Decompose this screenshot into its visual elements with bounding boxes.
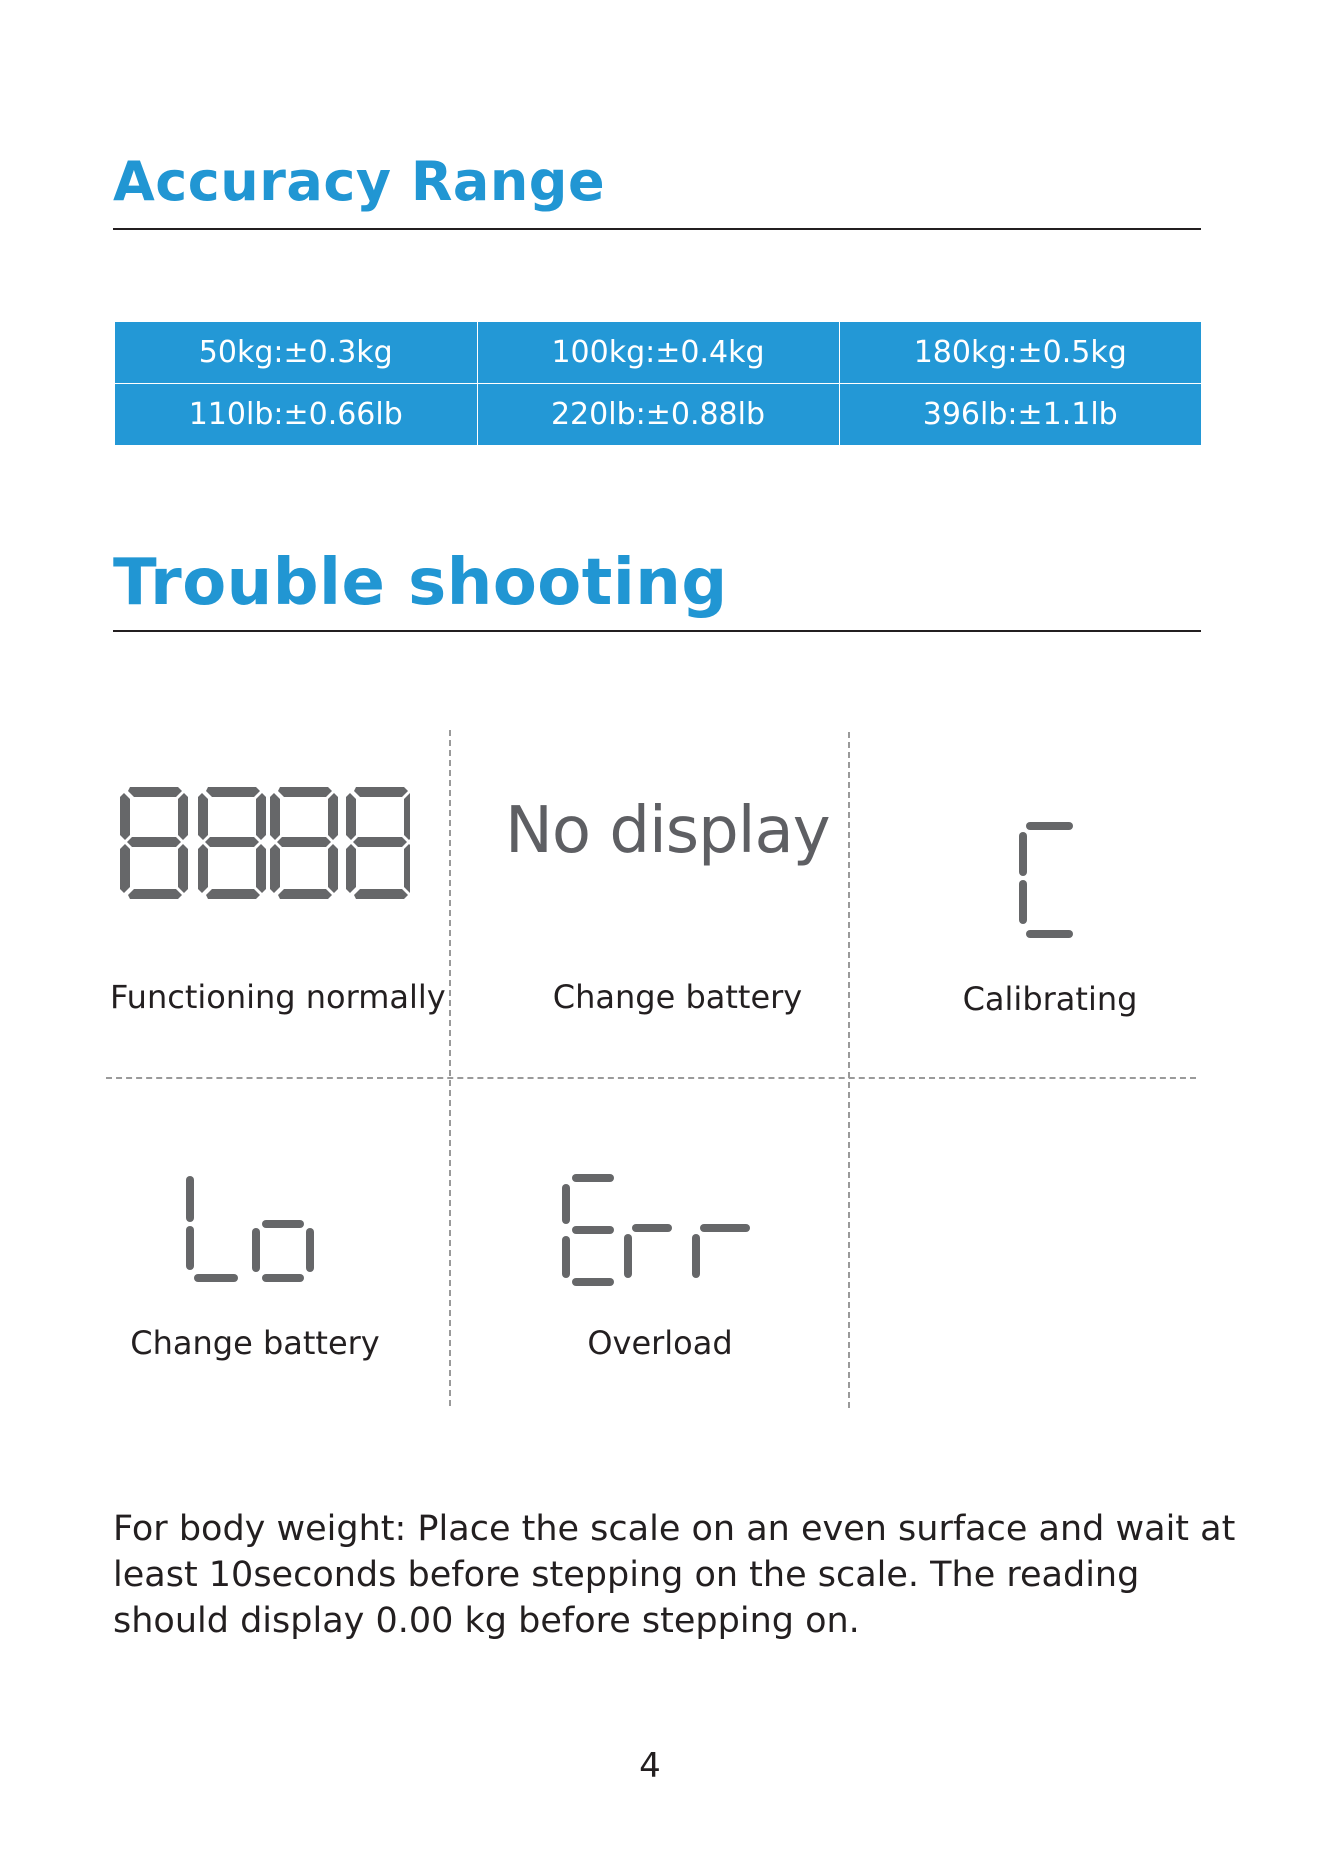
caption-change-battery: Change battery — [130, 1324, 380, 1362]
heading-rule — [113, 228, 1201, 230]
table-cell: 220lb:±0.88lb — [477, 384, 839, 446]
lcd-digit-8 — [270, 787, 338, 899]
caption-overload: Overload — [587, 1324, 733, 1362]
accuracy-table — [115, 322, 1201, 445]
lcd-c-display — [1015, 820, 1075, 940]
table-cell: 180kg:±0.5kg — [839, 322, 1201, 384]
trouble-shooting-heading: Trouble shooting — [113, 546, 728, 620]
lcd-digit-8 — [120, 787, 188, 899]
table-row — [115, 322, 1201, 384]
grid-divider-vertical — [449, 730, 451, 1406]
table-cell: 110lb:±0.66lb — [115, 384, 477, 446]
heading-rule — [113, 630, 1201, 632]
lcd-digit-8 — [346, 787, 410, 899]
grid-divider-vertical — [848, 732, 850, 1408]
table-cell: 396lb:±1.1lb — [839, 384, 1201, 446]
body-weight-instructions: For body weight: Place the scale on an even surface and wait at least 10seconds before stepping on the scale. The reading should display 0.00 kg before stepping on. — [113, 1509, 1236, 1641]
lcd-lo-display — [180, 1174, 320, 1294]
caption-change-battery: Change battery — [552, 978, 803, 1016]
table-row — [115, 384, 1201, 446]
accuracy-range-heading: Accuracy Range — [113, 150, 606, 213]
table-cell: 50kg:±0.3kg — [115, 322, 477, 384]
caption-functioning-normally: Functioning normally — [110, 978, 446, 1016]
lcd-err-display — [556, 1170, 756, 1290]
lcd-8888-display — [120, 785, 410, 905]
caption-calibrating: Calibrating — [962, 980, 1138, 1018]
no-display-text: No display — [505, 794, 830, 868]
table-cell: 100kg:±0.4kg — [477, 322, 839, 384]
lcd-digit-8 — [198, 787, 266, 899]
page-number: 4 — [639, 1746, 661, 1786]
grid-divider-horizontal — [106, 1077, 1196, 1079]
